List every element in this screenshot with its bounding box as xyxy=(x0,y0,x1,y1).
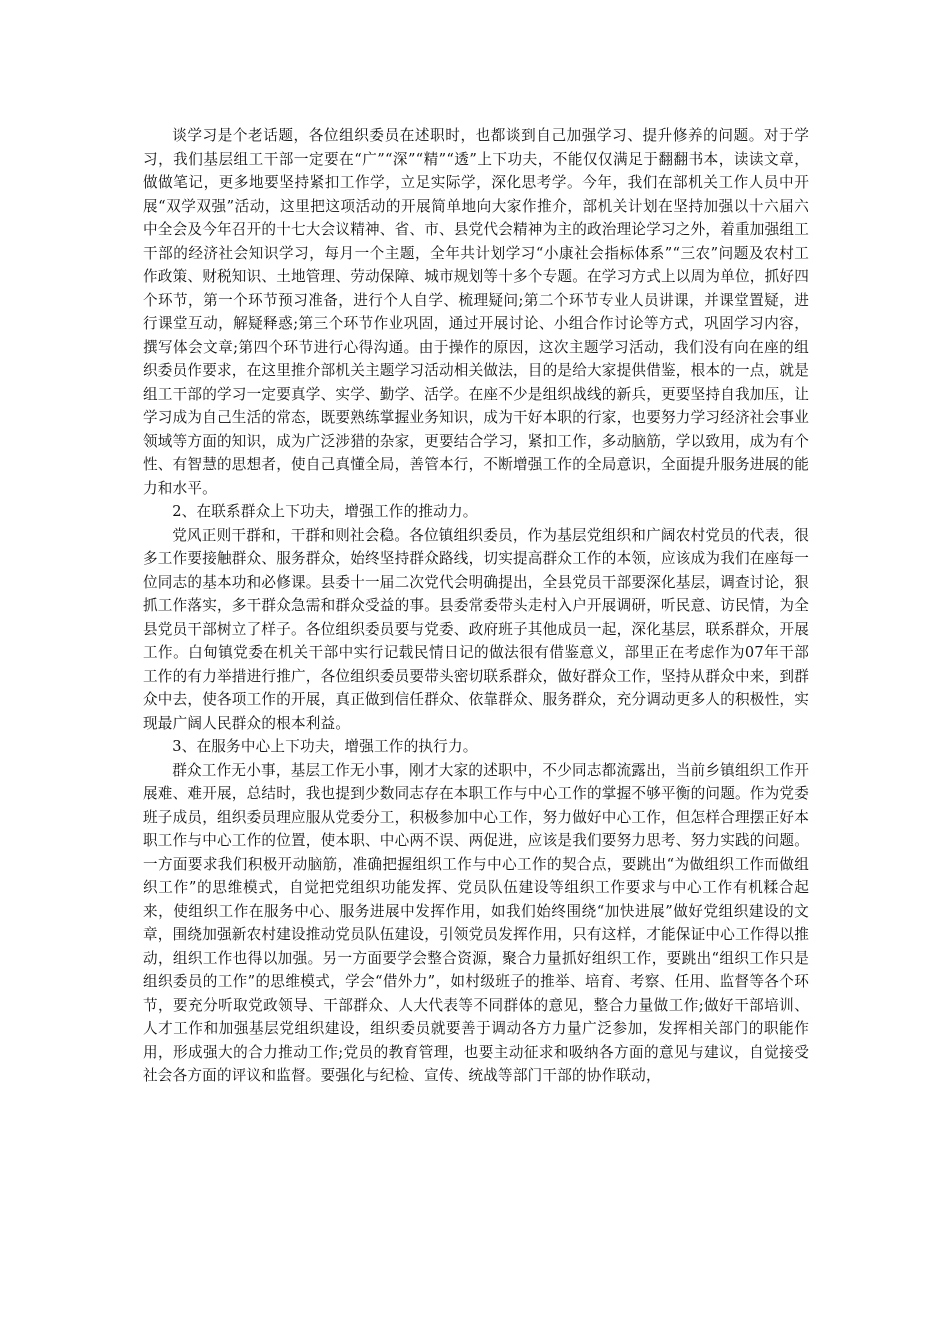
document-page xyxy=(143,124,809,1088)
paragraph-service-center: 群众工作无小事，基层工作无小事，刚才大家的述职中，不少同志都流露出，当前乡镇组织工作开展难、难开展，总结时，我也提到少数同志存在本职工作与中心工作的掌握不够平衡的问题。作为党委班子成员，组织委员理应服从党委分工，积极参加中心工作，努力做好中心工作，但怎样合理摆正好本职工作与中心工作的位置，使本职、中心两不误、两促进，应该是我们要努力思考、努力实践的问题。一方面要求我们积极开动脑筋，准确把握组织工作与中心工作的契合点，要跳出“为做组织工作而做组织工作”的思维模式，自觉把党组织功能发挥、党员队伍建设等组织工作要求与中心工作有机糅合起来，使组织工作在服务中心、服务进展中发挥作用，如我们始终围绕“加快进展”做好党组织建设的文章，围绕加强新农村建设推动党员队伍建设，引领党员发挥作用，只有这样，才能保证中心工作得以推动，组织工作也得以加强。另一方面要学会整合资源，聚合力量抓好组织工作，要跳出“组织工作只是组织委员的工作”的思维模式，学会“借外力”，如村级班子的推举、培育、考察、任用、监督等各个环节，要充分听取党政领导、干部群众、人大代表等不同群体的意见，整合力量做工作;做好干部培训、人才工作和加强基层党组织建设，组织委员就要善于调动各方力量广泛参加，发挥相关部门的职能作用，形成强大的合力推动工作;党员的教育管理，也要主动征求和吸纳各方面的意见与建议，自觉接受社会各方面的评议和监督。要强化与纪检、宣传、统战等部门干部的协作联动， xyxy=(143,761,809,1084)
paragraph-study: 谈学习是个老话题，各位组织委员在述职时，也都谈到自己加强学习、提升修养的问题。对于学习，我们基层组工干部一定要在“广”“深”“精”“透”上下功夫，不能仅仅满足于翻翻书本，读读文章，做做笔记，更多地要坚持紧扣工作学，立足实际学，深化思考学。今年，我们在部机关工作人员中开展“双学双强”活动，这里把这项活动的开展简单地向大家作推介，部机关计划在坚持加强以十六届六中全会及今年召开的十七大会议精神、省、市、县党代会精神为主的政治理论学习之外，着重加强组工干部的经济社会知识学习，每月一个主题，全年共计划学习“小康社会指标体系”“三农”问题及农村工作政策、财税知识、土地管理、劳动保障、城市规划等十多个专题。在学习方式上以周为单位，抓好四个环节，第一个环节预习准备，进行个人自学、梳理疑问;第二个环节专业人员讲课，并课堂置疑，进行课堂互动，解疑释惑;第三个环节作业巩固，通过开展讨论、小组合作讨论等方式，巩固学习内容，撰写体会文章;第四个环节进行心得沟通。由于操作的原因，这次主题学习活动，我们没有向在座的组织委员作要求，在这里推介部机关主题学习活动相关做法，目的是给大家提供借鉴，根本的一点，就是组工干部的学习一定要真学、实学、勤学、活学。在座不少是组织战线的新兵，更要坚持自我加压，让学习成为自己生活的常态，既要熟练掌握业务知识，成为干好本职的行家，也要努力学习经济社会事业领域等方面的知识，成为广泛涉猎的杂家，更要结合学习，紧扣工作，多动脑筋，学以致用，成为有个性、有智慧的思想者，使自己真懂全局，善管本行，不断增强工作的全局意识，全面提升服务进展的能力和水平。 xyxy=(143,127,809,497)
section-heading-2: 2、在联系群众上下功夫，增强工作的推动力。 xyxy=(172,503,478,520)
paragraph-masses: 党风正则干群和，干群和则社会稳。各位镇组织委员，作为基层党组织和广阔农村党员的代表，很多工作要接触群众、服务群众，始终坚持群众路线，切实提高群众工作的本领，应该成为我们在座每一位同志的基本功和必修课。县委十一届二次党代会明确提出，全县党员干部要深化基层，调查讨论，狠抓工作落实，多干群众急需和群众受益的事。县委常委带头走村入户开展调研，听民意、访民情，为全县党员干部树立了样子。各位组织委员要与党委、政府班子其他成员一起，深化基层，联系群众，开展工作。白甸镇党委在机关干部中实行记载民情日记的做法很有借鉴意义，部里正在考虑作为07年干部工作的有力举措进行推广，各位组织委员要带头密切联系群众，做好群众工作，坚持从群众中来，到群众中去，使各项工作的开展，真正做到信任群众、依靠群众、服务群众，充分调动更多人的积极性，实现最广阔人民群众的根本利益。 xyxy=(143,526,809,732)
section-heading-3: 3、在服务中心上下功夫，增强工作的执行力。 xyxy=(172,738,478,755)
